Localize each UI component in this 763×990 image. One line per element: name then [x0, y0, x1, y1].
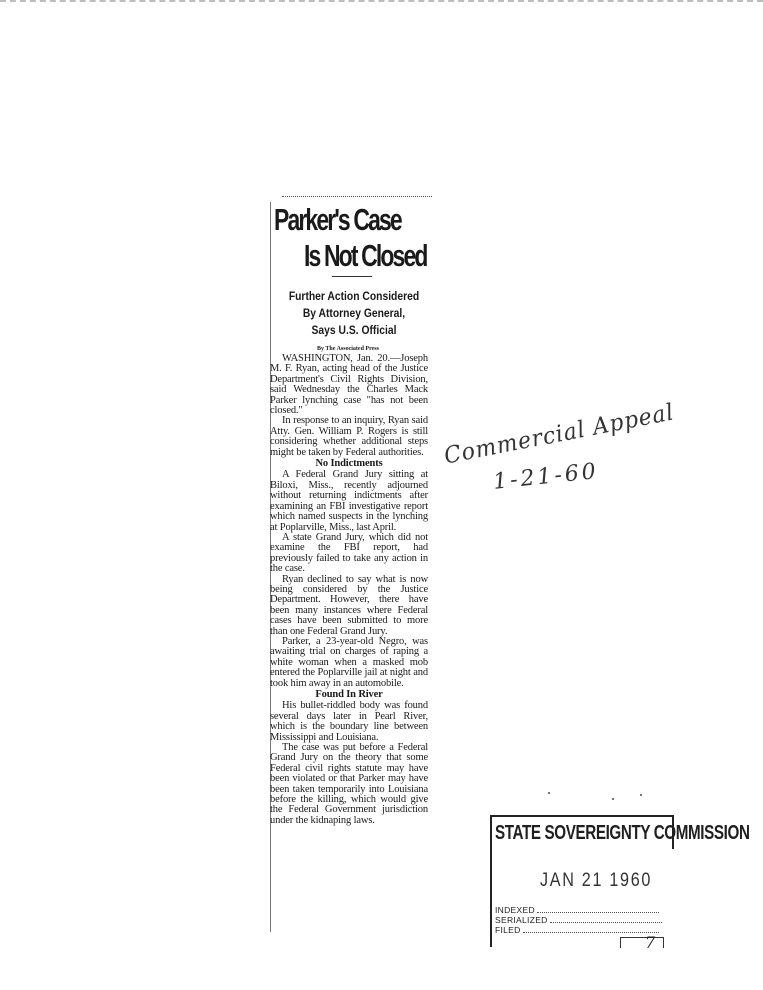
stamp-row-label: FILED: [495, 925, 521, 935]
stamp-dotted-line: [550, 922, 662, 923]
scan-speck: [612, 798, 614, 800]
stamp-row-label: INDEXED: [495, 905, 535, 915]
newspaper-clipping: [268, 196, 430, 941]
subhead-line-2: By Attorney General,: [302, 306, 406, 320]
scan-top-edge: [0, 0, 763, 4]
handwritten-source-note: Commercial Appeal: [442, 399, 677, 470]
stamp-frame: [490, 815, 674, 817]
stamp-dotted-line: [523, 932, 659, 933]
headline-line-1: Parker's Case: [274, 202, 401, 237]
article-paragraph: In response to an inquiry, Ryan said Atty. Gen. William P. Rogers is still considering whether additional steps might be taken by Federal authorities.: [270, 415, 428, 458]
article-subheading: No Indictments: [315, 458, 383, 470]
headline-rule: [332, 276, 372, 277]
article-body: [270, 354, 428, 826]
article-paragraph: The case was put before a Federal Grand Jury on the theory that some Federal civil rights statute may have been violated or that Parker may have been taken temporarily into Louisiana before the killing, which would give the Federal Government jurisdiction under the kidnaping laws.: [270, 742, 428, 826]
article-paragraph: His bullet-riddled body was found several days later in Pearl River, which is the boundary line between Mississippi and Louisiana.: [270, 700, 428, 743]
subhead-line-1: Further Action Considered: [288, 289, 420, 303]
stamp-box: [620, 937, 664, 948]
stamp-date: JAN 21 1960: [540, 870, 653, 891]
article-paragraph: A Federal Grand Jury sitting at Biloxi, Miss., recently adjourned without returning indictments after examining an FBI investigative report which named suspects in the lynching at Poplarville, Miss., last April.: [270, 469, 428, 533]
stamp-row-label: SERIALIZED: [495, 915, 548, 925]
stamp-row-serialized: [495, 915, 662, 925]
received-stamp: [490, 815, 750, 952]
clipping-cut-edge-top: [282, 196, 432, 197]
article-paragraph: A state Grand Jury, which did not examine the FBI report, had previously failed to take any action in the case.: [270, 531, 428, 575]
headline-line-2: Is Not Closed: [304, 238, 427, 273]
article-subheading: Found In River: [315, 689, 383, 700]
handwritten-date-note: 1-21-60: [492, 458, 600, 495]
stamp-frame: [490, 815, 492, 947]
stamp-row-indexed: [495, 905, 659, 915]
subhead-line-3: Says U.S. Official: [311, 323, 397, 337]
article-paragraph: Ryan declined to say what is now being considered by the Justice Department. However, there have been many instances where Federal cases have been submitted to more than one Federal Grand Jury.: [270, 573, 428, 637]
scan-speck: [640, 794, 642, 796]
stamp-row-filed: [495, 925, 659, 935]
stamp-dotted-line: [537, 912, 659, 913]
scan-speck: [548, 792, 550, 794]
article-paragraph: Parker, a 23-year-old Negro, was awaiting trial on charges of raping a white woman when a masked mob entered the Poplarville jail at night and took him away in an automobile.: [270, 635, 428, 689]
byline: By The Associated Press: [317, 346, 379, 352]
stamp-title: STATE SOVEREIGNTY COMMISSION: [495, 822, 750, 844]
stamp-handwritten-mark: 7: [645, 933, 656, 952]
article-paragraph: WASHINGTON, Jan. 20.—Joseph M. F. Ryan, acting head of the Justice Department's Civil Rights Division, said Wednesday the Charles Mack Parker lynching case "has not been closed.": [270, 353, 428, 417]
